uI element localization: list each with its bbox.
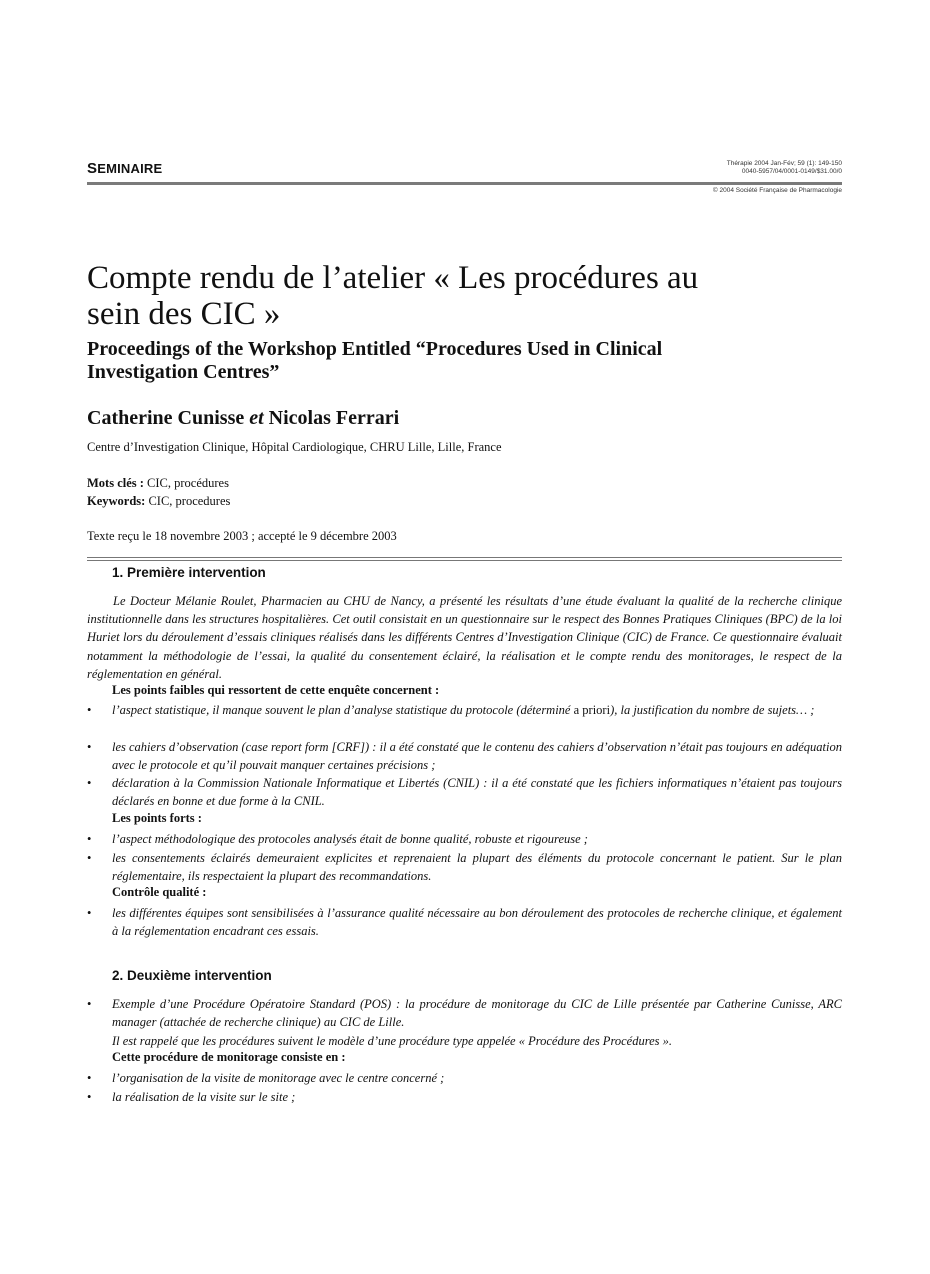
title-fr-line: sein des CIC »: [87, 296, 281, 332]
bullet-icon: •: [87, 1090, 92, 1104]
authors: [87, 407, 399, 430]
strong-points-heading: Les points forts :: [112, 811, 202, 825]
list-item: • l’aspect statistique, il manque souvent le plan d’analyse statistique du protocole (déterminé a priori), la justification du nombre de sujets… ;: [87, 701, 842, 719]
mots-cles-label: Mots clés :: [87, 476, 144, 490]
weak-points-heading: Les points faibles qui ressortent de cette enquête concernent :: [112, 683, 440, 697]
copyright-notice: © 2004 Société Française de Pharmacologie: [712, 187, 842, 194]
monitoring-heading: Cette procédure de monitorage consiste en :: [112, 1050, 346, 1064]
title-fr-line: Compte rendu de l’atelier « Les procédures au: [87, 260, 699, 296]
affiliation: Centre d’Investigation Clinique, Hôpital Cardiologique, CHRU Lille, Lille, France: [87, 440, 502, 454]
section-heading: 1. Première intervention: [112, 565, 266, 580]
author-name: Catherine Cunisse: [87, 407, 245, 429]
list-item: • Exemple d’une Procédure Opératoire Standard (POS) : la procédure de monitorage du CIC de Lille présentée par Catherine Cunisse, ARC manager (attachée de recherche clinique) au CIC de Lille.: [87, 997, 842, 1030]
quality-heading: Contrôle qualité :: [112, 885, 207, 899]
mots-cles-value: CIC, procédures: [147, 476, 229, 490]
journal-reference: [582, 160, 842, 176]
author-name: Nicolas Ferrari: [268, 407, 400, 429]
list-item: • l’aspect méthodologique des protocoles analysés était de bonne qualité, robuste et rigoureuse ;: [87, 830, 842, 848]
bullet-icon: •: [87, 740, 92, 754]
received-date: Texte reçu le 18 novembre 2003 ; accepté le 9 décembre 2003: [87, 529, 397, 543]
keywords-label: Keywords:: [87, 494, 146, 508]
title-en-line: Proceedings of the Workshop Entitled “Procedures Used in Clinical: [87, 338, 663, 360]
list-item: • déclaration à la Commission Nationale Informatique et Libertés (CNIL) : il a été constaté que les fichiers informatiques n’étaient pas toujours déclarés en bonne et due forme à la CNIL.: [87, 776, 842, 809]
bullet-icon: •: [87, 997, 92, 1011]
list-item-continuation: Il est rappelé que les procédures suivent le modèle d’une procédure type appelée « Procédure des Procédures ».: [112, 1034, 673, 1048]
journal-citation: Thérapie 2004 Jan-Fév; 59 (1): 149-150: [726, 160, 842, 167]
keywords: [87, 494, 230, 509]
keywords-value: CIC, procedures: [148, 494, 231, 508]
divider-rule: [87, 557, 842, 558]
author-separator: et: [249, 407, 264, 429]
bullet-icon: •: [87, 1071, 92, 1085]
section-heading: 2. Deuxième intervention: [112, 968, 272, 983]
bullet-icon: •: [87, 906, 92, 920]
list-item: • les différentes équipes sont sensibilisées à l’assurance qualité nécessaire au bon déroulement des protocoles de recherche clinique, et également à la réglementation encadrant ces essais.: [87, 906, 842, 939]
list-item: • les consentements éclairés demeuraient explicites et reprenaient la plupart des éléments du protocole concernant le patient. Sur le plan réglementaire, ils respectaient la plupart des recommandations.: [87, 851, 842, 884]
divider-rule: [87, 560, 842, 561]
journal-issn: 0040-5957/04/0001-0149/$31.00/0: [741, 168, 842, 175]
list-item: • la réalisation de la visite sur le site ;: [87, 1088, 842, 1106]
article-title-english: [87, 338, 847, 384]
list-item: • l’organisation de la visite de monitorage avec le centre concerné ;: [87, 1069, 842, 1087]
header-rule: [87, 182, 842, 185]
section1-intro-paragraph: Le Docteur Mélanie Roulet, Pharmacien au CHU de Nancy, a présenté les résultats d’une étude évaluant la qualité de la recherche clinique institutionnelle dans les structures hospitalières. Cet outil consistait en un questionnaire sur le respect des Bonnes Pratiques Cliniques (BPC) de la loi Huriet lors du déroulement d’essais cliniques réalisés dans les différents Centres d’Investigation Clinique (CIC) de France. Ce questionnaire évaluait notamment la méthodologie de l’essai, la qualité du consentement éclairé, la réalisation et le compte rendu des monitorages, le respect de la réglementation en général.: [87, 594, 842, 681]
section-label: SEMINAIRE: [87, 160, 163, 177]
mots-cles: [87, 476, 229, 491]
list-item: • les cahiers d’observation (case report form [CRF]) : il a été constaté que le contenu des cahiers d’observation n’était pas toujours en adéquation avec le protocole et qu’il pouvait manquer certaines précisions ;: [87, 740, 842, 773]
bullet-icon: •: [87, 851, 92, 865]
title-en-line: Investigation Centres”: [87, 361, 280, 383]
bullet-icon: •: [87, 832, 92, 846]
bullet-icon: •: [87, 776, 92, 790]
bullet-icon: •: [87, 703, 92, 717]
article-title-french: [87, 260, 847, 332]
